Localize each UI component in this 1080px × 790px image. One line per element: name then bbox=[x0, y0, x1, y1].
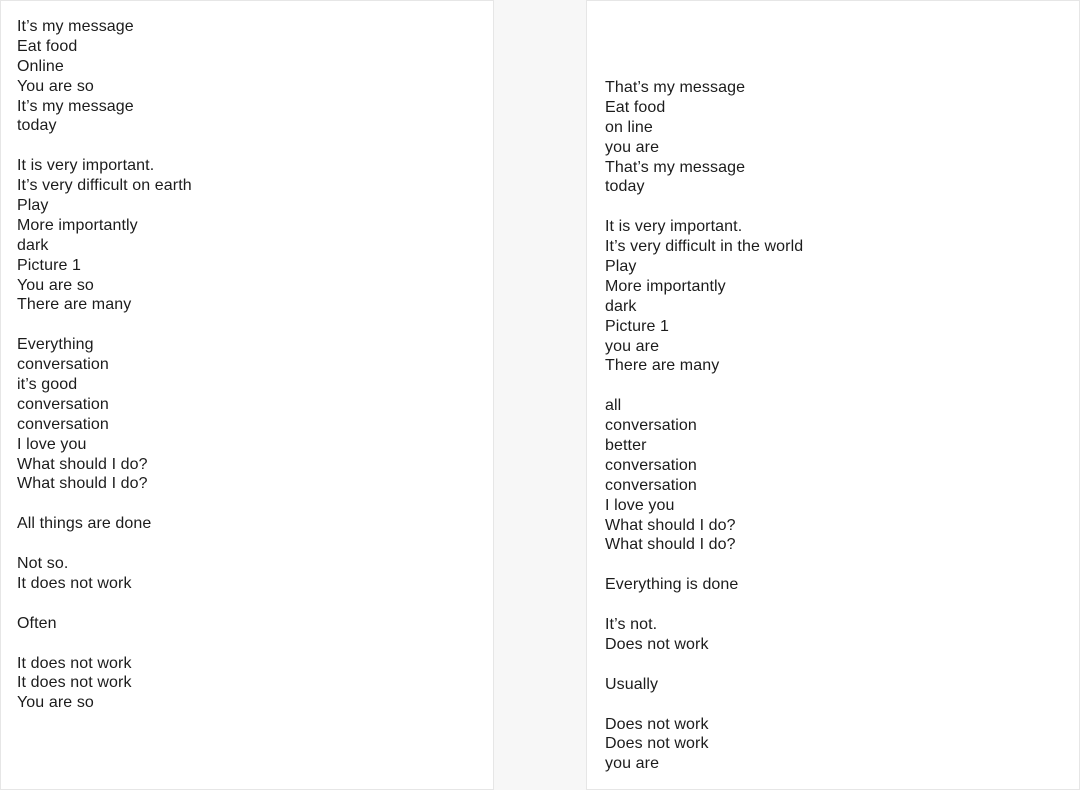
left-text-line: More importantly bbox=[17, 216, 138, 234]
right-text-line: conversation bbox=[605, 476, 697, 494]
right-text-line: Play bbox=[605, 258, 637, 276]
left-text-line: It does not work bbox=[17, 574, 132, 592]
right-text-line: It’s not. bbox=[605, 616, 658, 634]
right-text-line: all bbox=[605, 397, 622, 415]
left-text-line: conversation bbox=[17, 415, 109, 433]
right-blank-line bbox=[605, 376, 1069, 396]
left-text-line: dark bbox=[17, 236, 49, 254]
left-text-line: Eat food bbox=[17, 37, 78, 55]
right-text-line: dark bbox=[605, 297, 637, 315]
right-blank-line bbox=[605, 197, 1069, 217]
right-text-line: today bbox=[605, 178, 645, 196]
left-blank-line bbox=[17, 315, 483, 335]
left-text-block bbox=[17, 17, 483, 713]
right-text-line: you are bbox=[605, 337, 660, 355]
right-text-line: Does not work bbox=[605, 735, 709, 753]
right-text-line: There are many bbox=[605, 357, 720, 375]
left-text-line: it’s good bbox=[17, 376, 78, 394]
left-text-line: What should I do? bbox=[17, 455, 148, 473]
right-text-line: More importantly bbox=[605, 277, 726, 295]
right-text-line: Eat food bbox=[605, 98, 666, 116]
left-text-line: today bbox=[17, 117, 57, 135]
right-text-line: It is very important. bbox=[605, 218, 743, 236]
right-text-line: conversation bbox=[605, 456, 697, 474]
left-text-line: Online bbox=[17, 57, 64, 75]
left-text-line: I love you bbox=[17, 435, 87, 453]
right-text-line: That’s my message bbox=[605, 158, 746, 176]
right-text-line: What should I do? bbox=[605, 536, 736, 554]
left-text-line: You are so bbox=[17, 77, 94, 95]
right-text-line: you are bbox=[605, 138, 660, 156]
right-text-line: better bbox=[605, 437, 647, 455]
left-text-line: conversation bbox=[17, 395, 109, 413]
right-text-line: I love you bbox=[605, 496, 675, 514]
right-text-line: Usually bbox=[605, 675, 659, 693]
left-text-line: There are many bbox=[17, 296, 132, 314]
right-blank-line bbox=[605, 655, 1069, 675]
right-text-line: Everything is done bbox=[605, 576, 739, 594]
left-text-line: conversation bbox=[17, 356, 109, 374]
right-text-line: Does not work bbox=[605, 715, 709, 733]
left-text-line: What should I do? bbox=[17, 475, 148, 493]
left-blank-line bbox=[17, 136, 483, 156]
left-text-line: Often bbox=[17, 614, 57, 632]
left-blank-line bbox=[17, 594, 483, 614]
left-text-line: It is very important. bbox=[17, 157, 155, 175]
right-blank-line bbox=[605, 555, 1069, 575]
left-text-line: You are so bbox=[17, 276, 94, 294]
right-text-line: on line bbox=[605, 118, 653, 136]
left-text-line: Everything bbox=[17, 336, 94, 354]
right-text-line: It’s very difficult in the world bbox=[605, 238, 804, 256]
right-text-line: What should I do? bbox=[605, 516, 736, 534]
left-text-line: It does not work bbox=[17, 674, 132, 692]
left-blank-line bbox=[17, 494, 483, 514]
left-blank-line bbox=[17, 534, 483, 554]
left-text-line: It’s very difficult on earth bbox=[17, 177, 192, 195]
right-text-line: Does not work bbox=[605, 635, 709, 653]
right-text-panel bbox=[586, 0, 1080, 790]
right-text-line: conversation bbox=[605, 417, 697, 435]
left-text-line: All things are done bbox=[17, 515, 152, 533]
left-text-line: Not so. bbox=[17, 555, 69, 573]
left-text-line: Play bbox=[17, 197, 49, 215]
left-text-line: It’s my message bbox=[17, 18, 134, 35]
right-text-line: you are bbox=[605, 755, 660, 773]
right-blank-line bbox=[605, 695, 1069, 715]
left-blank-line bbox=[17, 634, 483, 654]
right-text-line: That’s my message bbox=[605, 79, 746, 96]
left-text-line: Picture 1 bbox=[17, 256, 82, 274]
right-text-block bbox=[605, 78, 1069, 774]
right-text-line: Picture 1 bbox=[605, 317, 670, 335]
right-blank-line bbox=[605, 595, 1069, 615]
left-text-panel bbox=[0, 0, 494, 790]
left-text-line: It does not work bbox=[17, 654, 132, 672]
left-text-line: It’s my message bbox=[17, 97, 134, 115]
left-text-line: You are so bbox=[17, 694, 94, 712]
